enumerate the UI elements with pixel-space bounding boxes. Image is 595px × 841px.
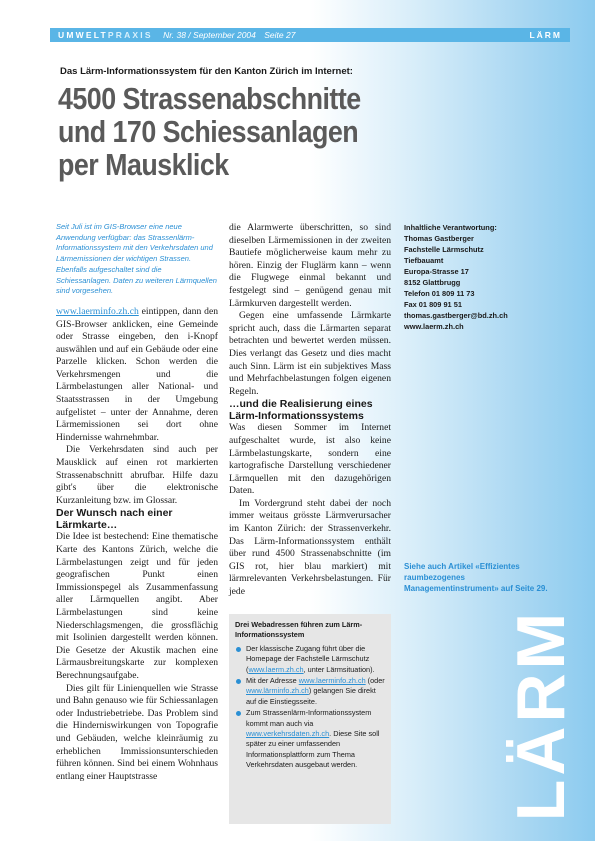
page-number: Seite 27	[264, 30, 296, 40]
contact-office: Tiefbauamt	[404, 256, 444, 265]
list-item	[235, 676, 385, 707]
section-label: LÄRM	[529, 30, 562, 40]
bullet-icon	[236, 647, 241, 652]
article-intro: Seit Juli ist im GIS-Browser eine neue Anwendung verfügbar: das Strassenlärm-Informationssystem mit den Verkehrsdaten und Lärmemissionen der wichtigen Strassen. Ebenfalls aufgeschaltet sind die Schiessanlagen. Daten zu weiteren Lärmquellen sind vorgesehen.	[56, 222, 217, 296]
headline-line-1: 4500 Strassenabschnitte	[58, 82, 361, 116]
vertical-section-word	[488, 600, 593, 830]
list-item-text: Zum Strassenlärm-Informationssystem kommt man auch via	[246, 708, 372, 728]
vertical-word-text: LÄRM	[502, 608, 579, 822]
paragraph: Die Idee ist bestechend: Eine thematische Karte des Kantons Zürich, welche die Lärmbelastungen zeigt und für jeden geografischen Punkt einen Immissionspegel als Zusammenfassung aller Lärmquellen angibt. Aber Lärmbelastungen sind keine Niederschlagsmengen, die grossflächig mit Isolinien dargestellt werden können. Die Gesetze der Akustik machen eine Lärmausbreitungskarte zur komplexen Berechnungsaufgabe.	[56, 531, 218, 681]
verkehrsdaten-link[interactable]: www.verkehrsdaten.zh.ch	[246, 729, 330, 739]
web-address-list	[235, 644, 385, 771]
brand-name-part1: UMWELT	[58, 30, 108, 40]
laerminfo-link[interactable]: www.laerminfo.zh.ch	[56, 305, 139, 317]
list-item	[235, 708, 385, 770]
bullet-icon	[236, 679, 241, 684]
contact-fax: Fax 01 809 91 51	[404, 300, 462, 309]
box-title: Drei Webadressen führen zum Lärm-Informationssystem	[235, 620, 363, 640]
article-headline	[58, 83, 428, 182]
contact-street: Europa-Strasse 17	[404, 267, 469, 276]
issue-info	[163, 30, 301, 40]
header-bar	[50, 28, 570, 42]
list-item-text: (oder	[365, 676, 385, 686]
headline-line-3: per Mausklick	[58, 148, 229, 182]
list-item	[235, 644, 385, 675]
contact-phone: Telefon 01 809 11 73	[404, 289, 475, 298]
contact-department: Fachstelle Lärmschutz	[404, 245, 484, 254]
laerminfo-link[interactable]: www.laerminfo.zh.ch	[298, 676, 366, 686]
list-item-text: Der klassische Zugang führt über die Homepage der Fachstelle Lärmschutz (	[246, 643, 370, 674]
subheading: Der Wunsch nach einer Lärmkarte…	[56, 507, 173, 532]
headline-line-2: und 170 Schiessanlagen	[58, 115, 359, 149]
list-item-text: ) gelangen Sie direkt auf die Einstiegsseite.	[246, 686, 376, 706]
list-item-text: , unter Lärmsituation).	[303, 664, 375, 674]
contact-website[interactable]: www.laerm.zh.ch	[404, 322, 464, 331]
contact-heading: Inhaltliche Verantwortung:	[404, 223, 497, 232]
paragraph: Gegen eine umfassende Lärmkarte spricht auch, dass die Lärmarten separat betrachten und bewertet werden müssen. Dies verlangt das Gesetz und dies macht auch Sinn. Lärm ist ein subjektives Mass und Mehrfachbelastungen folgen eigenen Regeln.	[229, 310, 391, 397]
paragraph: Dies gilt für Linienquellen wie Strasse und Bahn genauso wie für Schiessanlagen oder Industriebetriebe. Das Problem sind die Hinderniswirkungen von Topografie und Gebäuden, welche kleinräumig zu erheblichen Immissionsunterschieden führen können. Sind bei einem Wohnhaus entlang einer Hauptstrasse	[56, 682, 218, 782]
laerm-link[interactable]: www.laerm.zh.ch	[248, 664, 304, 674]
paragraph: Im Vordergrund steht dabei der noch immer weitaus grösste Lärmverursacher im Kanton Zürich: der Strassenverkehr. Das Lärm-Informationssystem enthält über rund 4500 Strassenabschnitte (im GIS rot, hier blau markiert) mit lärmrelevanten Verkehrsbelastungen. Für jede	[229, 497, 391, 598]
laerminfo-umlaut-link[interactable]: www.lärminfo.zh.ch	[246, 686, 309, 696]
paragraph: Was diesen Sommer im Internet aufgeschaltet wurde, ist also keine Lärmbelastungskarte, sondern eine kartografische Darstellung verschiedener Lärmquellen mit den dazugehörigen Daten.	[229, 422, 391, 497]
brand-name-part2: PRAXIS	[107, 30, 153, 40]
paragraph: Die Verkehrsdaten sind auch per Mausklick auf einen rot markierten Strassenabschnitt abrufbar. Hilfe dazu gibt's über die elektronische Kurzanleitung bzw. im Glossar.	[56, 444, 218, 506]
contact-block	[404, 222, 554, 332]
contact-name: Thomas Gastberger	[404, 234, 474, 243]
text-column-1	[56, 222, 218, 783]
contact-city: 8152 Glattbrugg	[404, 278, 461, 287]
bullet-icon	[236, 711, 241, 716]
paragraph	[56, 306, 218, 445]
paragraph-text: eintippen, dann den GIS-Browser anklicken, eine Gemeinde oder Strasse eingeben, den i-Knopf auswählen und auf ein Gebäude oder eine Parzelle klicken. Schon werden die Verkehrsmengen und die Lärmbelastungen aller National- und Staatsstrassen in der Umgebung aufgelistet – unter der Annahme, deren Lärmemissionen sei dort ohne Hindernisse wahrnehmbar.	[56, 305, 218, 443]
issue-number: Nr. 38 / September 2004	[163, 30, 256, 40]
list-item-text: Mit der Adresse	[246, 676, 299, 686]
article-kicker: Das Lärm-Informationssystem für den Kanton Zürich im Internet:	[60, 66, 353, 77]
see-also-note: Siehe auch Artikel «Effizientes raumbezogenes Managementinstrument» auf Seite 29.	[404, 562, 548, 593]
subheading: …und die Realisierung eines Lärm-Informationssystems	[229, 398, 373, 423]
paragraph: die Alarmwerte überschritten, so sind dieselben Lärmemissionen in der zweiten Bautiefe möglicherweise kaum mehr zu hören. Einzig der Fluglärm kann – wenn die Flugwege einmal bekannt und festgelegt sind – genügend genau mit Lärmkurven dargestellt werden.	[229, 222, 391, 309]
text-column-2	[229, 222, 391, 599]
header-left	[58, 28, 301, 42]
list-item-text: . Diese Site soll später zu einer umfassenden Informationsplattform zum Thema Verkehrsdaten ausgebaut werden.	[246, 729, 380, 770]
contact-email[interactable]: thomas.gastberger@bd.zh.ch	[404, 311, 508, 320]
web-addresses-box	[229, 614, 391, 824]
